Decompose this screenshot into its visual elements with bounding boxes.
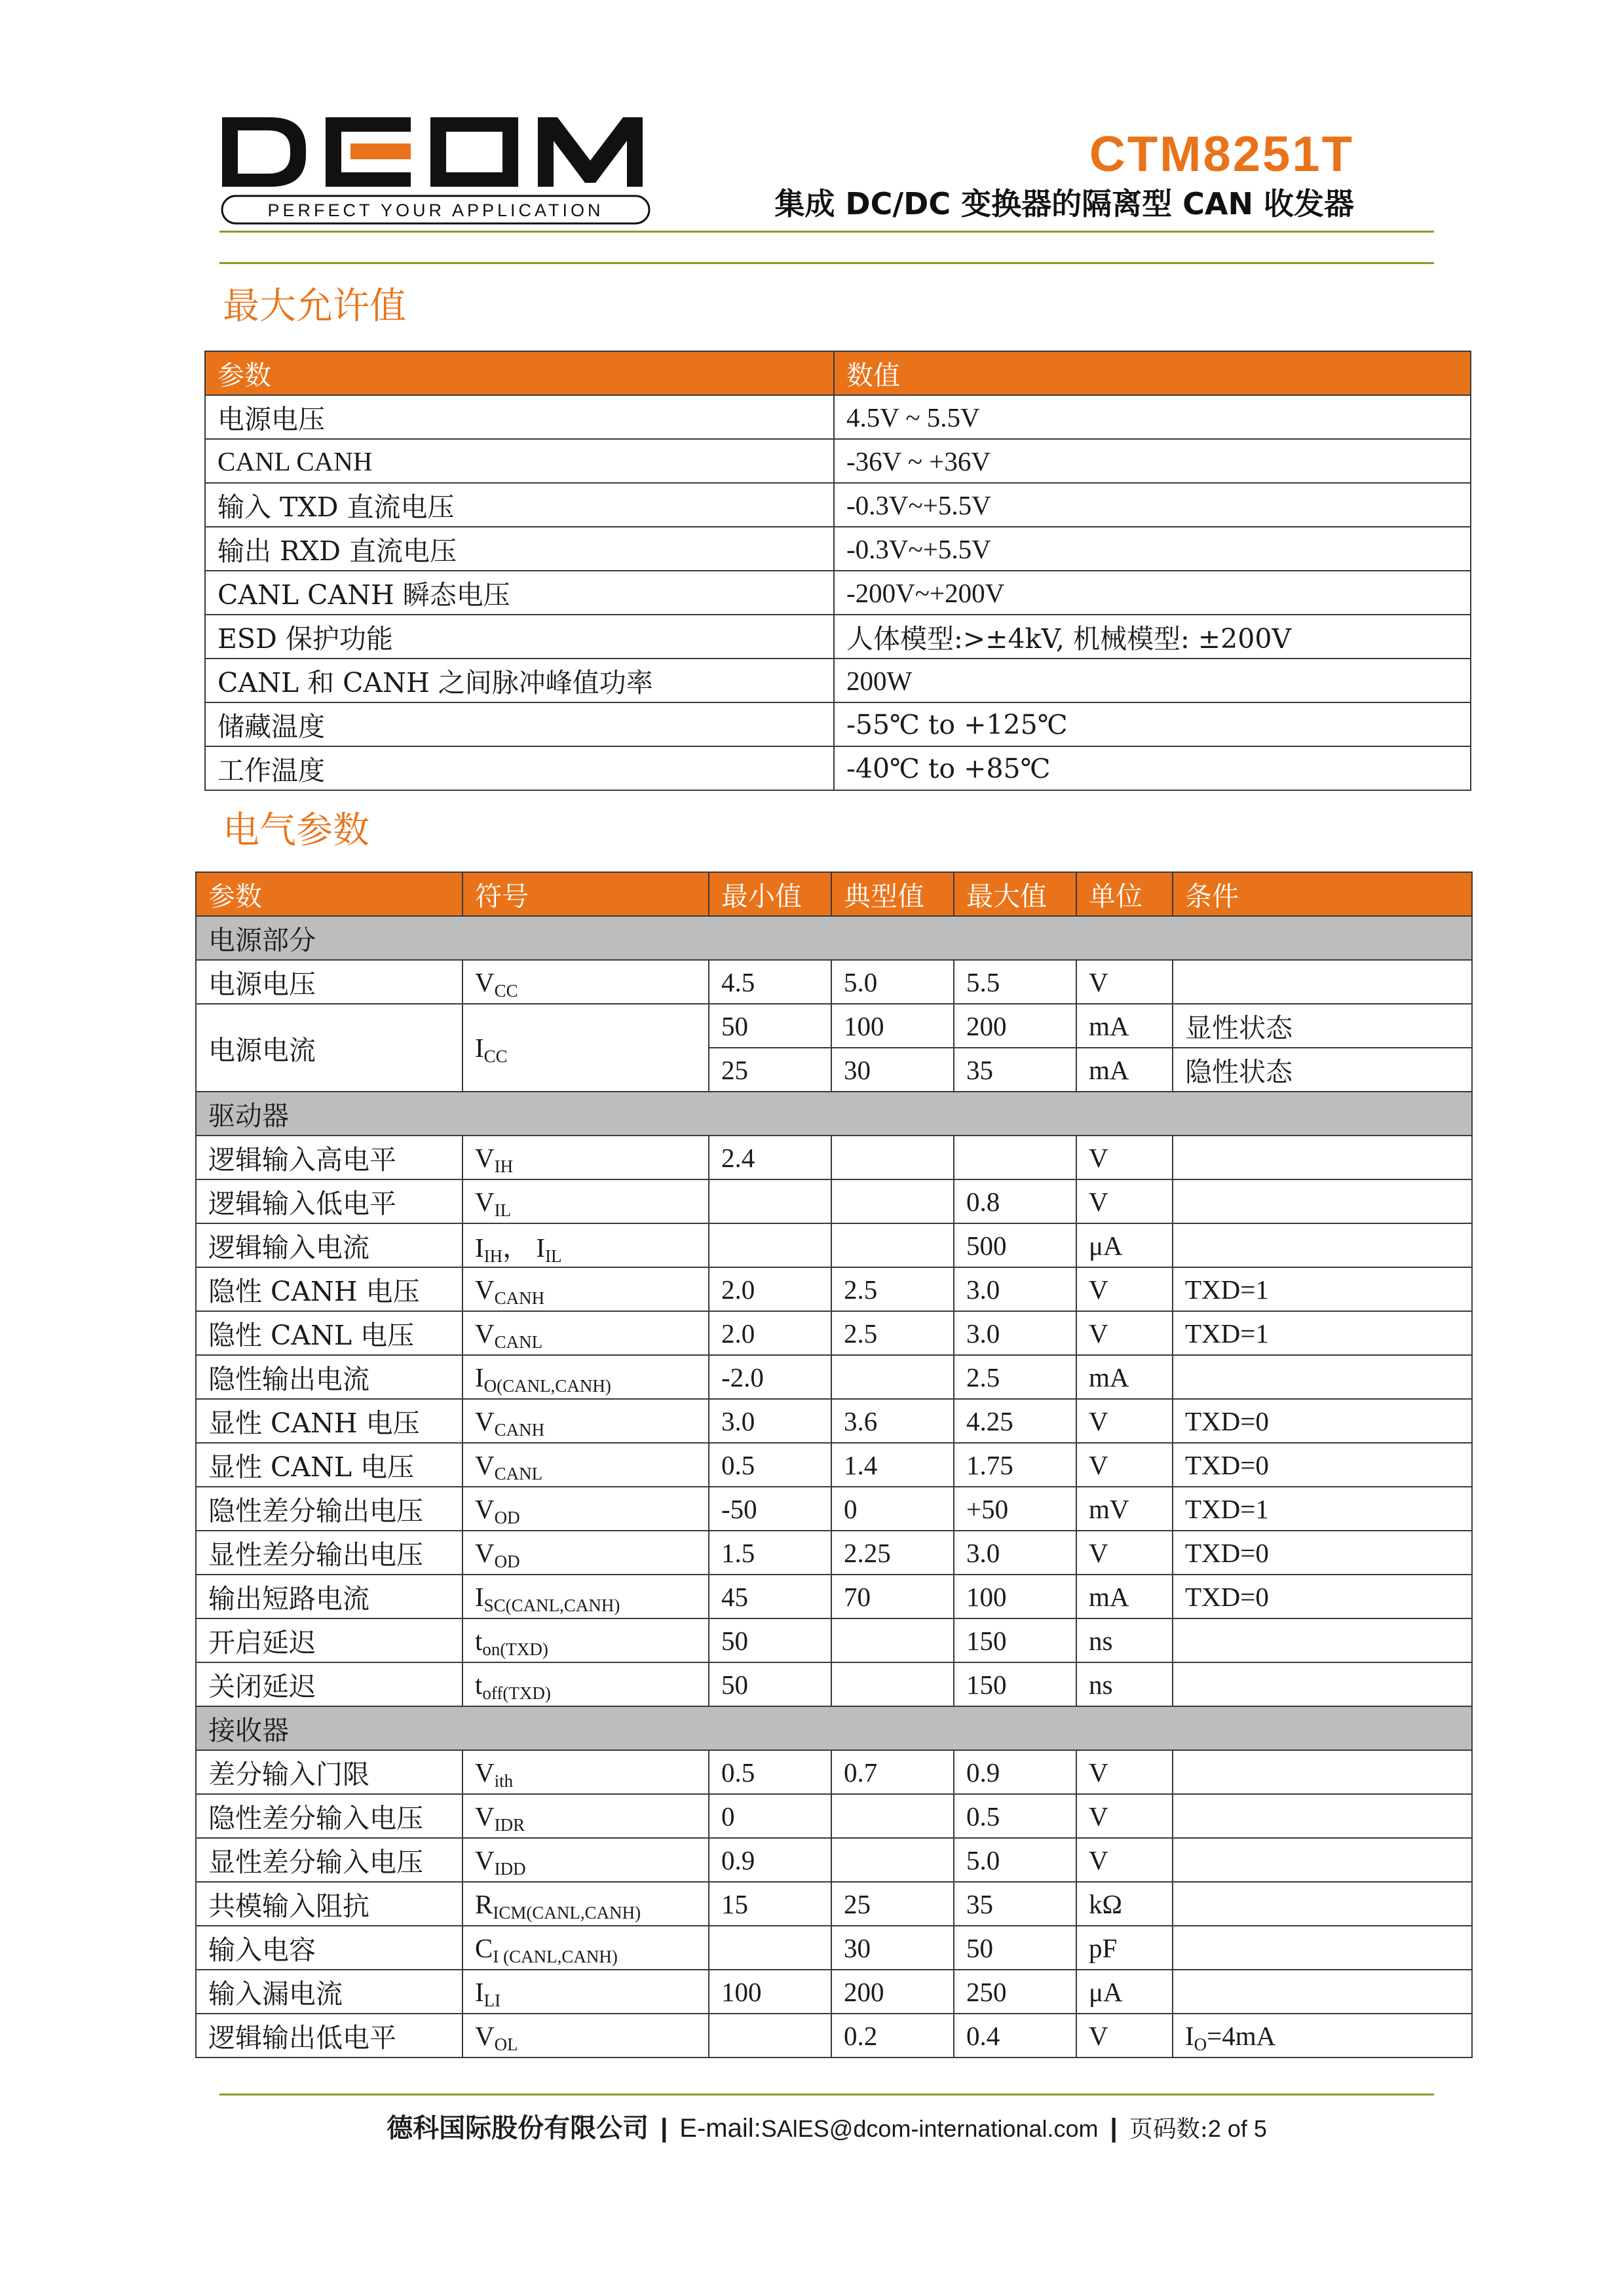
- max-cell: 50: [954, 1926, 1076, 1970]
- condition-cell: [1173, 1838, 1472, 1882]
- table-row: [205, 483, 1471, 527]
- driver-rows: [196, 1136, 1472, 1706]
- min-cell: 1.5: [709, 1531, 831, 1575]
- col-header-min: 最小值: [709, 872, 831, 916]
- param-cell: 显性 CANH 电压: [196, 1399, 463, 1443]
- typ-cell: 3.6: [831, 1399, 954, 1443]
- unit-cell: V: [1076, 1443, 1173, 1487]
- condition-cell: [1173, 1926, 1472, 1970]
- unit-cell: kΩ: [1076, 1882, 1173, 1926]
- min-cell: 45: [709, 1575, 831, 1618]
- typ-cell: 30: [831, 1926, 954, 1970]
- max-cell: +50: [954, 1487, 1076, 1531]
- table-row: [196, 960, 1472, 1004]
- param-cell: 输入漏电流: [196, 1970, 463, 2014]
- table-row: [196, 1575, 1472, 1618]
- unit-cell: V: [1076, 1136, 1173, 1179]
- unit-cell: V: [1076, 1750, 1173, 1794]
- min-cell: 4.5: [709, 960, 831, 1004]
- col-header-typ: 典型值: [831, 872, 954, 916]
- max-cell: 250: [954, 1970, 1076, 2014]
- footer-company: 德科国际股份有限公司: [387, 2113, 649, 2143]
- table-row: [196, 1531, 1472, 1575]
- unit-cell: mA: [1076, 1004, 1173, 1048]
- param-cell: CANL CANH 瞬态电压: [205, 571, 834, 615]
- param-cell: 输入 TXD 直流电压: [205, 483, 834, 527]
- table-row: [196, 2014, 1472, 2057]
- condition-cell: $I_O=4mA$: [1173, 2014, 1472, 2057]
- symbol-cell: $V_{IH}$: [463, 1136, 709, 1179]
- footer-email[interactable]: SAlES@dcom-international.com: [761, 2115, 1099, 2142]
- typ-cell: [831, 1223, 954, 1267]
- min-cell: 2.4: [709, 1136, 831, 1179]
- max-cell: 4.25: [954, 1399, 1076, 1443]
- min-cell: 15: [709, 1882, 831, 1926]
- group-label: 电源部分: [196, 916, 1472, 960]
- table-row: [196, 1618, 1472, 1662]
- max-cell: 35: [954, 1882, 1076, 1926]
- unit-cell: V: [1076, 1531, 1173, 1575]
- symbol-cell: $V_{CANH}$: [463, 1267, 709, 1311]
- min-cell: 0: [709, 1794, 831, 1838]
- symbol-cell: $V_{OL}$: [463, 2014, 709, 2057]
- condition-cell: [1173, 1750, 1472, 1794]
- table-row: [196, 1004, 1472, 1048]
- value-cell: -0.3V~+5.5V: [834, 483, 1471, 527]
- value-cell: 人体模型:>±4kV, 机械模型: ±200V: [834, 615, 1471, 659]
- condition-cell: TXD=0: [1173, 1575, 1472, 1618]
- max-cell: 0.4: [954, 2014, 1076, 2057]
- param-cell: 隐性差分输入电压: [196, 1794, 463, 1838]
- min-cell: 100: [709, 1970, 831, 2014]
- table-row: [196, 1311, 1472, 1355]
- param-cell: 逻辑输入低电平: [196, 1179, 463, 1223]
- max-cell: [954, 1136, 1076, 1179]
- symbol-cell: $I_{CC}$: [463, 1004, 709, 1092]
- symbol-cell: $V_{IDD}$: [463, 1838, 709, 1882]
- table-row: [196, 1267, 1472, 1311]
- unit-cell: mV: [1076, 1487, 1173, 1531]
- typ-cell: 0.2: [831, 2014, 954, 2057]
- typ-cell: 0: [831, 1487, 954, 1531]
- max-cell: 3.0: [954, 1311, 1076, 1355]
- unit-cell: μA: [1076, 1970, 1173, 2014]
- symbol-cell: $t_{on(TXD)}$: [463, 1618, 709, 1662]
- param-cell: 逻辑输入电流: [196, 1223, 463, 1267]
- condition-cell: [1173, 1662, 1472, 1706]
- table-row: [205, 615, 1471, 659]
- max-cell: 3.0: [954, 1267, 1076, 1311]
- unit-cell: V: [1076, 1838, 1173, 1882]
- min-cell: [709, 1179, 831, 1223]
- param-cell: 电源电流: [196, 1004, 463, 1092]
- table-row: [205, 702, 1471, 746]
- condition-cell: TXD=1: [1173, 1311, 1472, 1355]
- unit-cell: mA: [1076, 1575, 1173, 1618]
- col-header-param: 参数: [196, 872, 463, 916]
- table-row: [196, 1355, 1472, 1399]
- param-cell: 输出 RXD 直流电压: [205, 527, 834, 571]
- value-cell: 4.5V ~ 5.5V: [834, 395, 1471, 439]
- param-cell: 隐性差分输出电压: [196, 1487, 463, 1531]
- table-row: [196, 1750, 1472, 1794]
- symbol-cell: $R_{ICM(CANL,CANH)}$: [463, 1882, 709, 1926]
- table-row: [196, 1794, 1472, 1838]
- param-cell: 显性 CANL 电压: [196, 1443, 463, 1487]
- condition-cell: TXD=0: [1173, 1399, 1472, 1443]
- max-cell: 150: [954, 1618, 1076, 1662]
- condition-cell: [1173, 1794, 1472, 1838]
- electrical-title: 电气参数: [223, 809, 369, 852]
- typ-cell: 100: [831, 1004, 954, 1048]
- table-row: [205, 395, 1471, 439]
- min-cell: 0.5: [709, 1443, 831, 1487]
- table-row: [205, 746, 1471, 790]
- param-cell: 显性差分输入电压: [196, 1838, 463, 1882]
- min-cell: 0.9: [709, 1838, 831, 1882]
- param-cell: 关闭延迟: [196, 1662, 463, 1706]
- typ-cell: 70: [831, 1575, 954, 1618]
- group-label: 接收器: [196, 1706, 1472, 1750]
- max-cell: 5.0: [954, 1838, 1076, 1882]
- table-row: [205, 527, 1471, 571]
- product-subtitle: 集成 DC/DC 变换器的隔离型 CAN 收发器: [774, 186, 1354, 221]
- table-row: [196, 1970, 1472, 2014]
- typ-cell: [831, 1838, 954, 1882]
- min-cell: 3.0: [709, 1399, 831, 1443]
- unit-cell: mA: [1076, 1048, 1173, 1092]
- min-cell: -50: [709, 1487, 831, 1531]
- unit-cell: V: [1076, 960, 1173, 1004]
- unit-cell: ns: [1076, 1662, 1173, 1706]
- symbol-cell: $I_{IH}$， $I_{IL}$: [463, 1223, 709, 1267]
- footer-rule: [219, 2094, 1434, 2095]
- typ-cell: [831, 1662, 954, 1706]
- typ-cell: 1.4: [831, 1443, 954, 1487]
- electrical-table: [195, 871, 1473, 2058]
- condition-cell: [1173, 1970, 1472, 2014]
- symbol-cell: $V_{IDR}$: [463, 1794, 709, 1838]
- max-cell: 0.5: [954, 1794, 1076, 1838]
- footer-page-label: 页码数:: [1129, 2116, 1208, 2143]
- unit-cell: V: [1076, 1179, 1173, 1223]
- table-row: [196, 1223, 1472, 1267]
- value-cell: -200V~+200V: [834, 571, 1471, 615]
- param-cell: 隐性 CANL 电压: [196, 1311, 463, 1355]
- group-row-driver: [196, 1092, 1472, 1136]
- typ-cell: [831, 1794, 954, 1838]
- symbol-cell: $V_{CANL}$: [463, 1311, 709, 1355]
- logo-tagline: PERFECT YOUR APPLICATION: [267, 201, 604, 220]
- header-rule-bottom: [219, 262, 1434, 264]
- unit-cell: ns: [1076, 1618, 1173, 1662]
- min-cell: [709, 2014, 831, 2057]
- max-ratings-title: 最大允许值: [223, 285, 406, 328]
- symbol-cell: $V_{CC}$: [463, 960, 709, 1004]
- max-cell: 2.5: [954, 1355, 1076, 1399]
- condition-cell: [1173, 1618, 1472, 1662]
- group-label: 驱动器: [196, 1092, 1472, 1136]
- unit-cell: V: [1076, 1311, 1173, 1355]
- symbol-cell: $V_{OD}$: [463, 1487, 709, 1531]
- table-row: [196, 1136, 1472, 1179]
- receiver-rows: [196, 1750, 1472, 2057]
- condition-cell: [1173, 1355, 1472, 1399]
- table-header-row: [205, 351, 1471, 395]
- param-cell: 电源电压: [205, 395, 834, 439]
- unit-cell: mA: [1076, 1355, 1173, 1399]
- typ-cell: 2.25: [831, 1531, 954, 1575]
- typ-cell: [831, 1618, 954, 1662]
- min-cell: 50: [709, 1662, 831, 1706]
- group-row-receiver: [196, 1706, 1472, 1750]
- param-cell: ESD 保护功能: [205, 615, 834, 659]
- value-cell: -55℃ to +125℃: [834, 702, 1471, 746]
- param-cell: 共模输入阻抗: [196, 1882, 463, 1926]
- symbol-cell: $V_{CANL}$: [463, 1443, 709, 1487]
- table-row: [196, 1443, 1472, 1487]
- param-cell: 差分输入门限: [196, 1750, 463, 1794]
- symbol-cell: $I_{SC(CANL,CANH)}$: [463, 1575, 709, 1618]
- unit-cell: V: [1076, 1267, 1173, 1311]
- unit-cell: V: [1076, 1399, 1173, 1443]
- symbol-cell: $V_{ith}$: [463, 1750, 709, 1794]
- footer-email-label: E-mail:: [679, 2114, 761, 2143]
- condition-cell: TXD=1: [1173, 1487, 1472, 1531]
- param-cell: 隐性输出电流: [196, 1355, 463, 1399]
- product-name: CTM8251T: [1089, 126, 1354, 182]
- unit-cell: pF: [1076, 1926, 1173, 1970]
- table-row: [196, 1838, 1472, 1882]
- typ-cell: [831, 1355, 954, 1399]
- footer-separator: |: [660, 2114, 668, 2143]
- max-ratings-table: [204, 351, 1471, 791]
- typ-cell: 2.5: [831, 1267, 954, 1311]
- min-cell: 50: [709, 1004, 831, 1048]
- min-cell: 2.0: [709, 1311, 831, 1355]
- min-cell: 50: [709, 1618, 831, 1662]
- table-row: [196, 1926, 1472, 1970]
- param-cell: 电源电压: [196, 960, 463, 1004]
- value-cell: -40℃ to +85℃: [834, 746, 1471, 790]
- value-cell: -0.3V~+5.5V: [834, 527, 1471, 571]
- condition-cell: 显性状态: [1173, 1004, 1472, 1048]
- condition-cell: TXD=0: [1173, 1531, 1472, 1575]
- max-cell: 200: [954, 1004, 1076, 1048]
- max-cell: 150: [954, 1662, 1076, 1706]
- header-rule-top: [219, 231, 1434, 233]
- max-cell: 0.8: [954, 1179, 1076, 1223]
- condition-cell: TXD=1: [1173, 1267, 1472, 1311]
- symbol-cell: $I_{O(CANL,CANH)}$: [463, 1355, 709, 1399]
- min-cell: [709, 1223, 831, 1267]
- min-cell: 25: [709, 1048, 831, 1092]
- param-cell: 开启延迟: [196, 1618, 463, 1662]
- param-cell: 逻辑输入高电平: [196, 1136, 463, 1179]
- condition-cell: [1173, 1223, 1472, 1267]
- param-cell: 输出短路电流: [196, 1575, 463, 1618]
- table-row: [196, 1487, 1472, 1531]
- typ-cell: [831, 1136, 954, 1179]
- max-cell: 3.0: [954, 1531, 1076, 1575]
- typ-cell: [831, 1179, 954, 1223]
- condition-cell: 隐性状态: [1173, 1048, 1472, 1092]
- table-row: [205, 659, 1471, 702]
- dcom-logo: [219, 115, 657, 227]
- typ-cell: 0.7: [831, 1750, 954, 1794]
- typ-cell: 5.0: [831, 960, 954, 1004]
- condition-cell: [1173, 1882, 1472, 1926]
- symbol-cell: $V_{IL}$: [463, 1179, 709, 1223]
- min-cell: 2.0: [709, 1267, 831, 1311]
- condition-cell: [1173, 1136, 1472, 1179]
- param-cell: 隐性 CANH 电压: [196, 1267, 463, 1311]
- footer-page-number: 2 of 5: [1207, 2115, 1267, 2142]
- max-cell: 100: [954, 1575, 1076, 1618]
- param-cell: 工作温度: [205, 746, 834, 790]
- symbol-cell: $t_{off(TXD)}$: [463, 1662, 709, 1706]
- col-header-param: 参数: [205, 351, 834, 395]
- param-cell: 显性差分输出电压: [196, 1531, 463, 1575]
- unit-cell: μA: [1076, 1223, 1173, 1267]
- param-cell: CANL CANH: [205, 439, 834, 483]
- value-cell: -36V ~ +36V: [834, 439, 1471, 483]
- typ-cell: 2.5: [831, 1311, 954, 1355]
- max-cell: 35: [954, 1048, 1076, 1092]
- footer: [219, 2115, 1434, 2141]
- symbol-cell: $I_{LI}$: [463, 1970, 709, 2014]
- min-cell: 0.5: [709, 1750, 831, 1794]
- footer-separator: |: [1110, 2114, 1118, 2143]
- min-cell: -2.0: [709, 1355, 831, 1399]
- condition-cell: [1173, 1179, 1472, 1223]
- unit-cell: V: [1076, 2014, 1173, 2057]
- col-header-condition: 条件: [1173, 872, 1472, 916]
- col-header-unit: 单位: [1076, 872, 1173, 916]
- table-row: [196, 1882, 1472, 1926]
- typ-cell: 30: [831, 1048, 954, 1092]
- table-header-row: [196, 872, 1472, 916]
- param-cell: CANL 和 CANH 之间脉冲峰值功率: [205, 659, 834, 702]
- max-cell: 5.5: [954, 960, 1076, 1004]
- min-cell: [709, 1926, 831, 1970]
- max-cell: 500: [954, 1223, 1076, 1267]
- typ-cell: 25: [831, 1882, 954, 1926]
- col-header-value: 数值: [834, 351, 1471, 395]
- col-header-symbol: 符号: [463, 872, 709, 916]
- table-row: [196, 1399, 1472, 1443]
- condition-cell: TXD=0: [1173, 1443, 1472, 1487]
- group-row-power: [196, 916, 1472, 960]
- typ-cell: 200: [831, 1970, 954, 2014]
- param-cell: 逻辑输出低电平: [196, 2014, 463, 2057]
- param-cell: 储藏温度: [205, 702, 834, 746]
- unit-cell: V: [1076, 1794, 1173, 1838]
- max-cell: 1.75: [954, 1443, 1076, 1487]
- symbol-cell: $V_{OD}$: [463, 1531, 709, 1575]
- symbol-cell: $V_{CANH}$: [463, 1399, 709, 1443]
- table-row: [205, 439, 1471, 483]
- symbol-cell: $C_{I (CANL,CANH)}$: [463, 1926, 709, 1970]
- table-row: [205, 571, 1471, 615]
- param-cell: 输入电容: [196, 1926, 463, 1970]
- table-row: [196, 1179, 1472, 1223]
- table-row: [196, 1662, 1472, 1706]
- value-cell: 200W: [834, 659, 1471, 702]
- col-header-max: 最大值: [954, 872, 1076, 916]
- condition-cell: [1173, 960, 1472, 1004]
- max-cell: 0.9: [954, 1750, 1076, 1794]
